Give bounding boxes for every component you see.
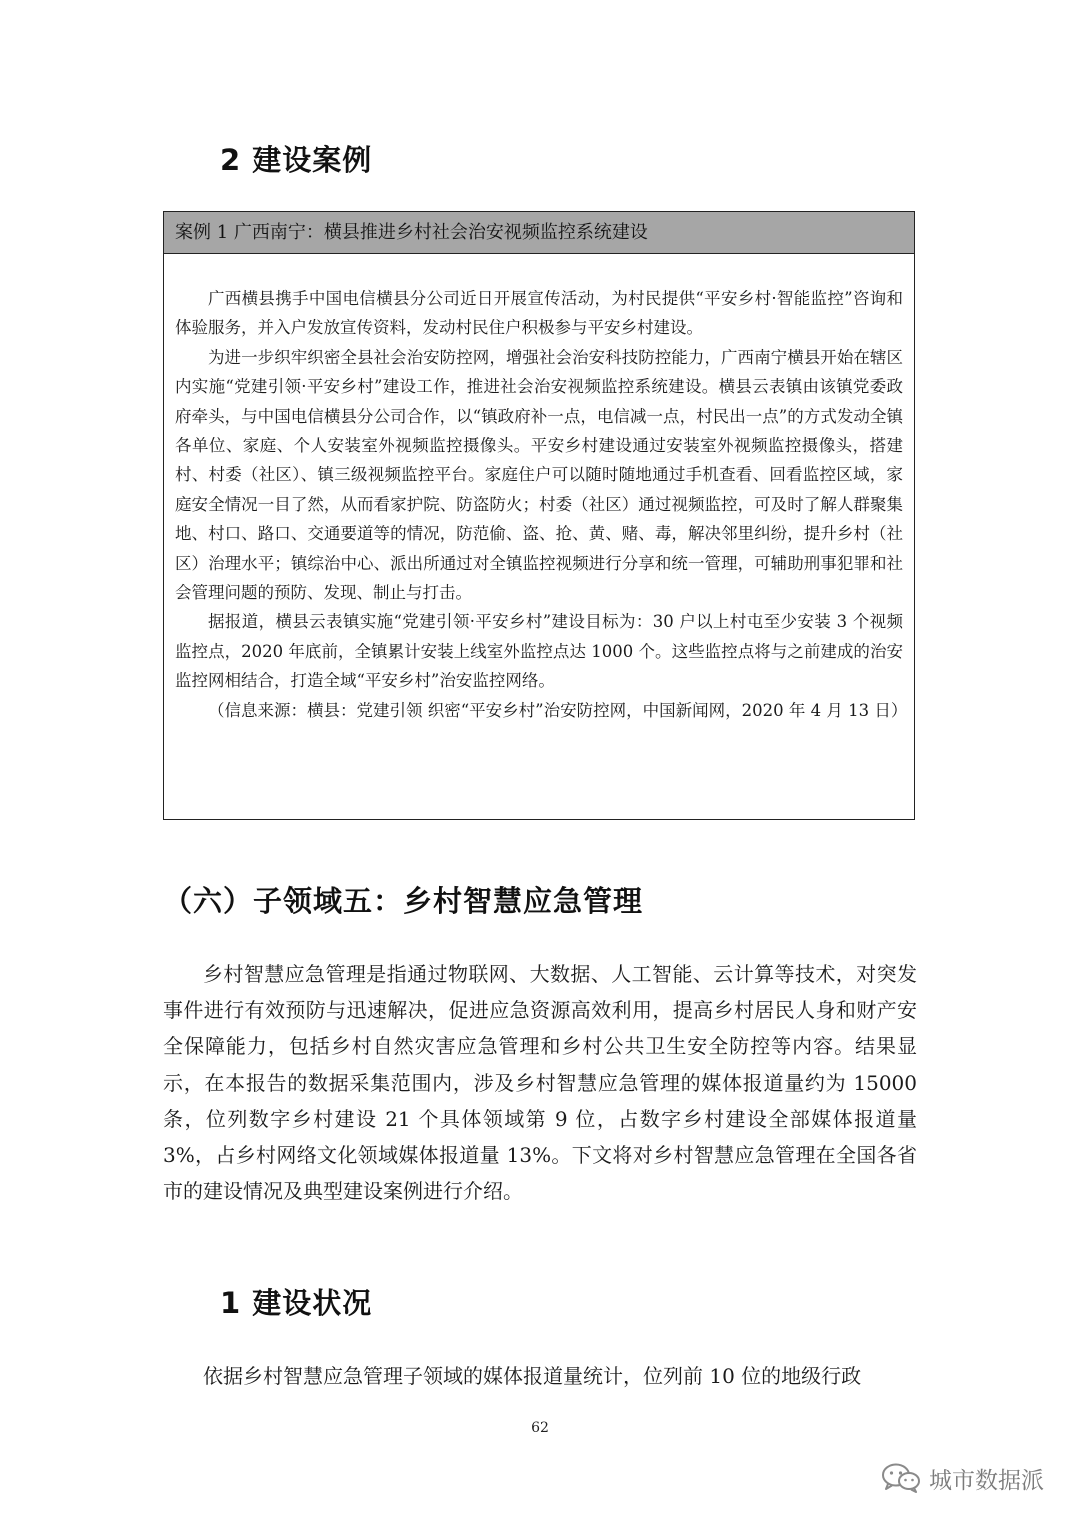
case-paragraph: 为进一步织牢织密全县社会治安防控网，增强社会治安科技防控能力，广西南宁横县开始在辖区内实施“党建引领·平安乡村”建设工作，推进社会治安视频监控系统建设。横县云表镇由该镇党委政府牵头，与中国电信横县分公司合作，以“镇政府补一点，电信减一点，村民出一点”的方式发动全镇各单位、家庭、个人安装室外视频监控摄像头。平安乡村建设通过安装室外视频监控摄像头，搭建村、村委（社区）、镇三级视频监控平台。家庭住户可以随时随地通过手机查看、回看监控区域，家庭安全情况一目了然，从而看家护院、防盗防火；村委（社区）通过视频监控，可及时了解人群聚集地、村口、路口、交通要道等的情况，防范偷、盗、抢、黄、赌、毒，解决邻里纠纷，提升乡村（社区）治理水平；镇综治中心、派出所通过对全镇监控视频进行分享和统一管理，可辅助刑事犯罪和社会管理问题的预防、发现、制止与打击。 [175,347,903,603]
wechat-icon [881,1463,921,1493]
section-heading-status: 1 建设状况 [220,1286,373,1320]
watermark-text: 城市数据派 [929,1467,1044,1494]
status-body [163,1358,917,1394]
case-source: （信息来源：横县：党建引领 织密“平安乡村”治安防控网，中国新闻网，2020 年 4 月 13 日） [208,700,908,720]
page-number: 62 [531,1420,549,1436]
watermark [881,1460,1044,1496]
case-title: 案例 1 广西南宁：横县推进乡村社会治安视频监控系统建设 [175,222,648,243]
body-paragraph: 依据乡村智慧应急管理子领域的媒体报道量统计，位列前 10 位的地级行政 [203,1364,862,1388]
case-body [175,284,908,725]
section-heading-cases: 2 建设案例 [220,143,373,177]
case-paragraph: 广西横县携手中国电信横县分公司近日开展宣传活动，为村民提供“平安乡村·智能监控”咨询和体验服务，并入户发放宣传资料，发动村民住户积极参与平安乡村建设。 [175,289,903,338]
subdomain-heading: （六）子领域五：乡村智慧应急管理 [163,884,644,918]
subdomain-body [163,956,917,1209]
case-box [163,211,915,820]
case-header [164,212,914,254]
body-paragraph: 乡村智慧应急管理是指通过物联网、大数据、人工智能、云计算等技术，对突发事件进行有效预防与迅速解决，促进应急资源高效利用，提高乡村居民人身和财产安全保障能力，包括乡村自然灾害应急管理和乡村公共卫生安全防控等内容。结果显示，在本报告的数据采集范围内，涉及乡村智慧应急管理的媒体报道量约为 15000 条，位列数字乡村建设 21 个具体领域第 9 位，占数字乡村建设全部媒体报道量 3%，占乡村网络文化领域媒体报道量 13%。下文将对乡村智慧应急管理在全国各省市的建设情况及典型建设案例进行介绍。 [163,962,917,1204]
case-paragraph: 据报道，横县云表镇实施“党建引领·平安乡村”建设目标为：30 户以上村屯至少安装 3 个视频监控点，2020 年底前，全镇累计安装上线室外监控点达 1000 个。这些监控点将与之前建成的治安监控网相结合，打造全域“平安乡村”治安监控网络。 [175,612,903,691]
